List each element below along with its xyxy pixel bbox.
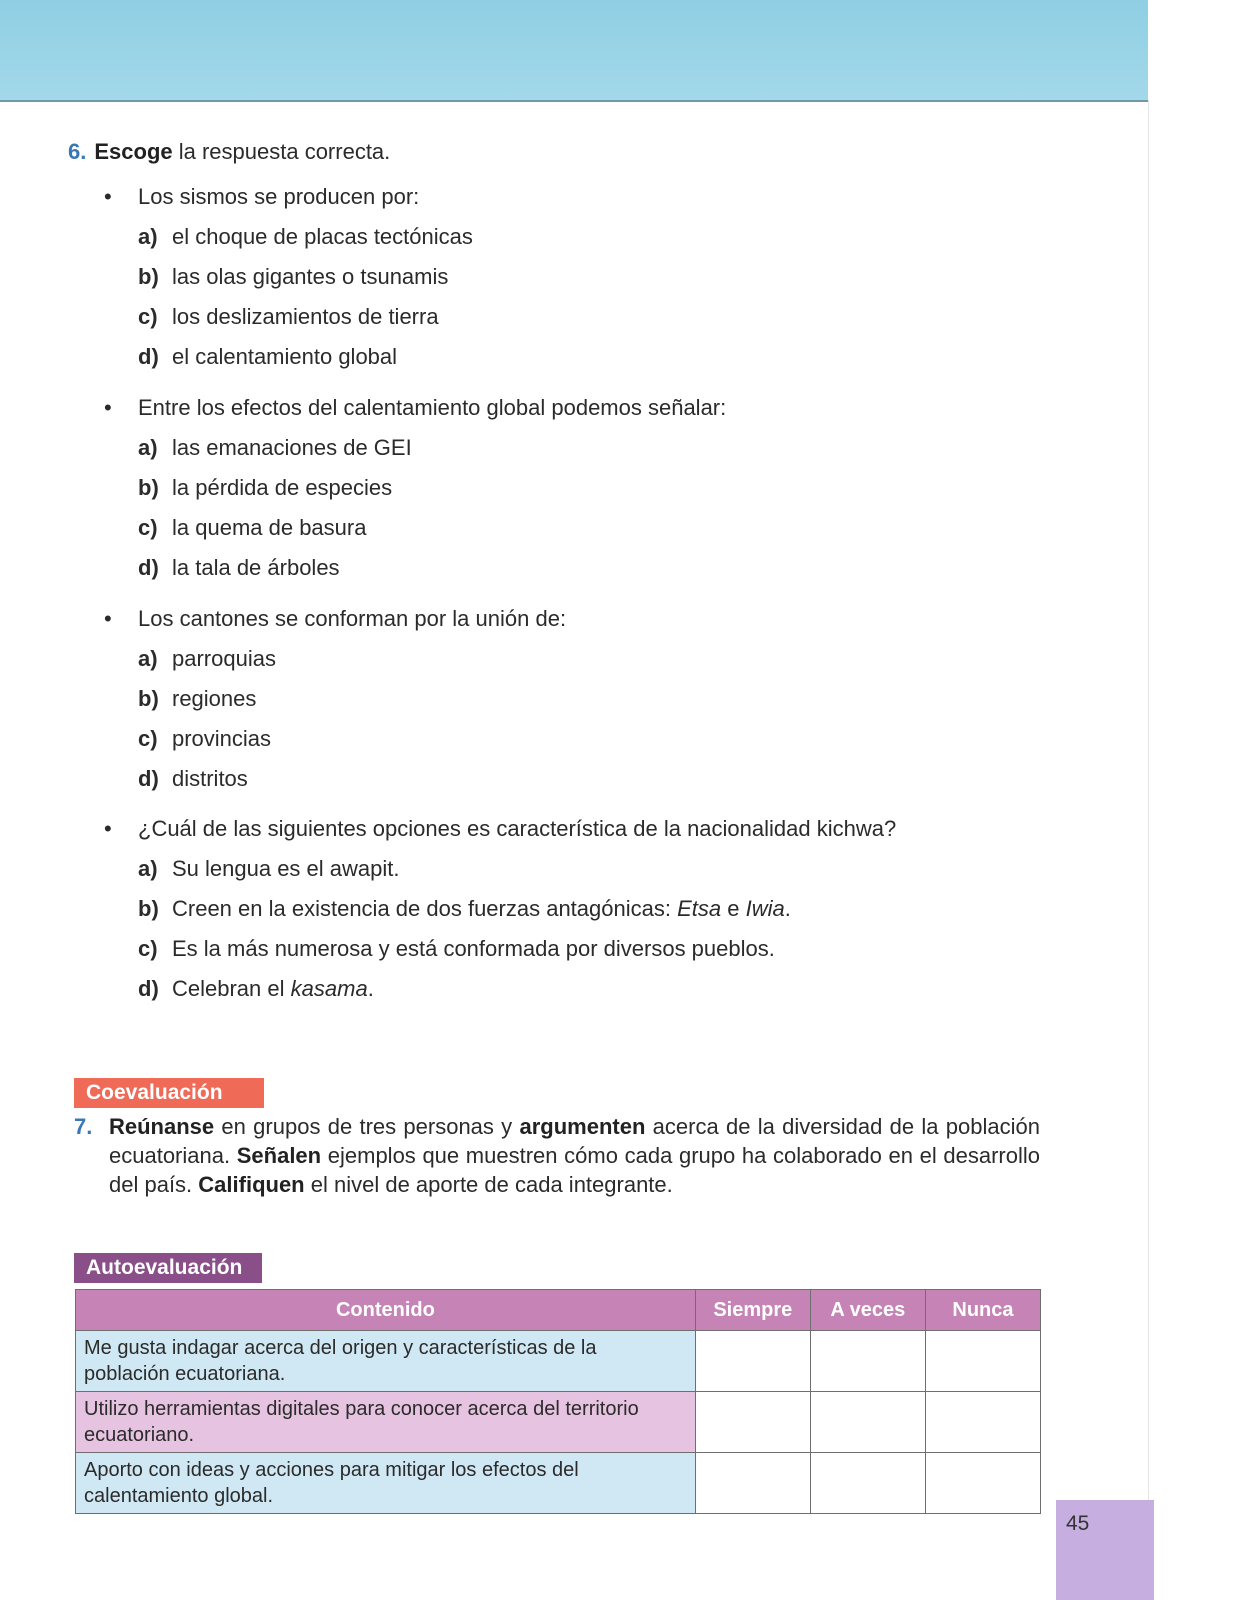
a-veces-cell[interactable] (810, 1331, 925, 1392)
page-edge (1148, 100, 1149, 1500)
nunca-cell[interactable] (925, 1392, 1040, 1453)
header-nunca: Nunca (925, 1290, 1040, 1331)
coevaluacion-badge: Coevaluación (74, 1078, 264, 1108)
answer-option[interactable]: a) parroquias (138, 646, 276, 671)
answer-option[interactable]: b) las olas gigantes o tsunamis (138, 264, 449, 289)
answer-option[interactable]: b) Creen en la existencia de dos fuerzas antagónicas: Etsa e Iwia. (138, 896, 791, 921)
nunca-cell[interactable] (925, 1331, 1040, 1392)
autoevaluacion-badge: Autoevaluación (74, 1253, 262, 1283)
header-band (0, 0, 1148, 102)
row-statement: Aporto con ideas y acciones para mitigar los efectos del calentamiento global. (76, 1453, 696, 1514)
bullet-icon: • (104, 816, 112, 841)
answer-option[interactable]: d) distritos (138, 766, 248, 791)
autoevaluacion-table (75, 1289, 1041, 1514)
answer-option[interactable]: a) las emanaciones de GEI (138, 435, 412, 460)
answer-option[interactable]: d) Celebran el kasama. (138, 976, 374, 1001)
answer-option[interactable]: c) los deslizamientos de tierra (138, 304, 439, 329)
answer-option[interactable]: a) Su lengua es el awapit. (138, 856, 400, 881)
bullet-icon: • (104, 395, 112, 420)
answer-option[interactable]: d) la tala de árboles (138, 555, 340, 580)
answer-option[interactable]: c) la quema de basura (138, 515, 367, 540)
bullet-icon: • (104, 184, 112, 209)
a-veces-cell[interactable] (810, 1453, 925, 1514)
instruction-verb: Escoge (94, 139, 173, 164)
siempre-cell[interactable] (695, 1392, 810, 1453)
table-header-row (76, 1290, 1041, 1331)
header-siempre: Siempre (695, 1290, 810, 1331)
answer-option[interactable]: b) regiones (138, 686, 257, 711)
header-contenido: Contenido (76, 1290, 696, 1331)
a-veces-cell[interactable] (810, 1392, 925, 1453)
siempre-cell[interactable] (695, 1331, 810, 1392)
question-7-text: Reúnanse en grupos de tres personas y argumenten acerca de la diversidad de la población ecuatoriana. Señalen ejemplos que muestren cómo cada grupo ha colaborado en el desarrollo del país. Califiquen el nivel de aporte de cada integrante. (109, 1114, 1040, 1197)
header-a-veces: A veces (810, 1290, 925, 1331)
nunca-cell[interactable] (925, 1453, 1040, 1514)
question-7 (74, 1112, 1040, 1199)
answer-option[interactable]: c) Es la más numerosa y está conformada por diversos pueblos. (138, 936, 775, 961)
question-6-heading (68, 139, 390, 165)
question-number: 6. (68, 139, 87, 164)
answer-option[interactable]: b) la pérdida de especies (138, 475, 393, 500)
answer-option[interactable]: d) el calentamiento global (138, 344, 398, 369)
question-number: 7. (74, 1114, 93, 1139)
siempre-cell[interactable] (695, 1453, 810, 1514)
row-statement: Me gusta indagar acerca del origen y características de la población ecuatoriana. (76, 1331, 696, 1392)
instruction-text: la respuesta correcta. (172, 139, 391, 164)
page-number: 45 (1066, 1512, 1090, 1535)
answer-option[interactable]: c) provincias (138, 726, 272, 751)
table-row (76, 1331, 1041, 1392)
row-statement: Utilizo herramientas digitales para conocer acerca del territorio ecuatoriano. (76, 1392, 696, 1453)
table-row (76, 1453, 1041, 1514)
bullet-icon: • (104, 606, 112, 631)
table-row (76, 1392, 1041, 1453)
answer-option[interactable]: a) el choque de placas tectónicas (138, 224, 473, 249)
